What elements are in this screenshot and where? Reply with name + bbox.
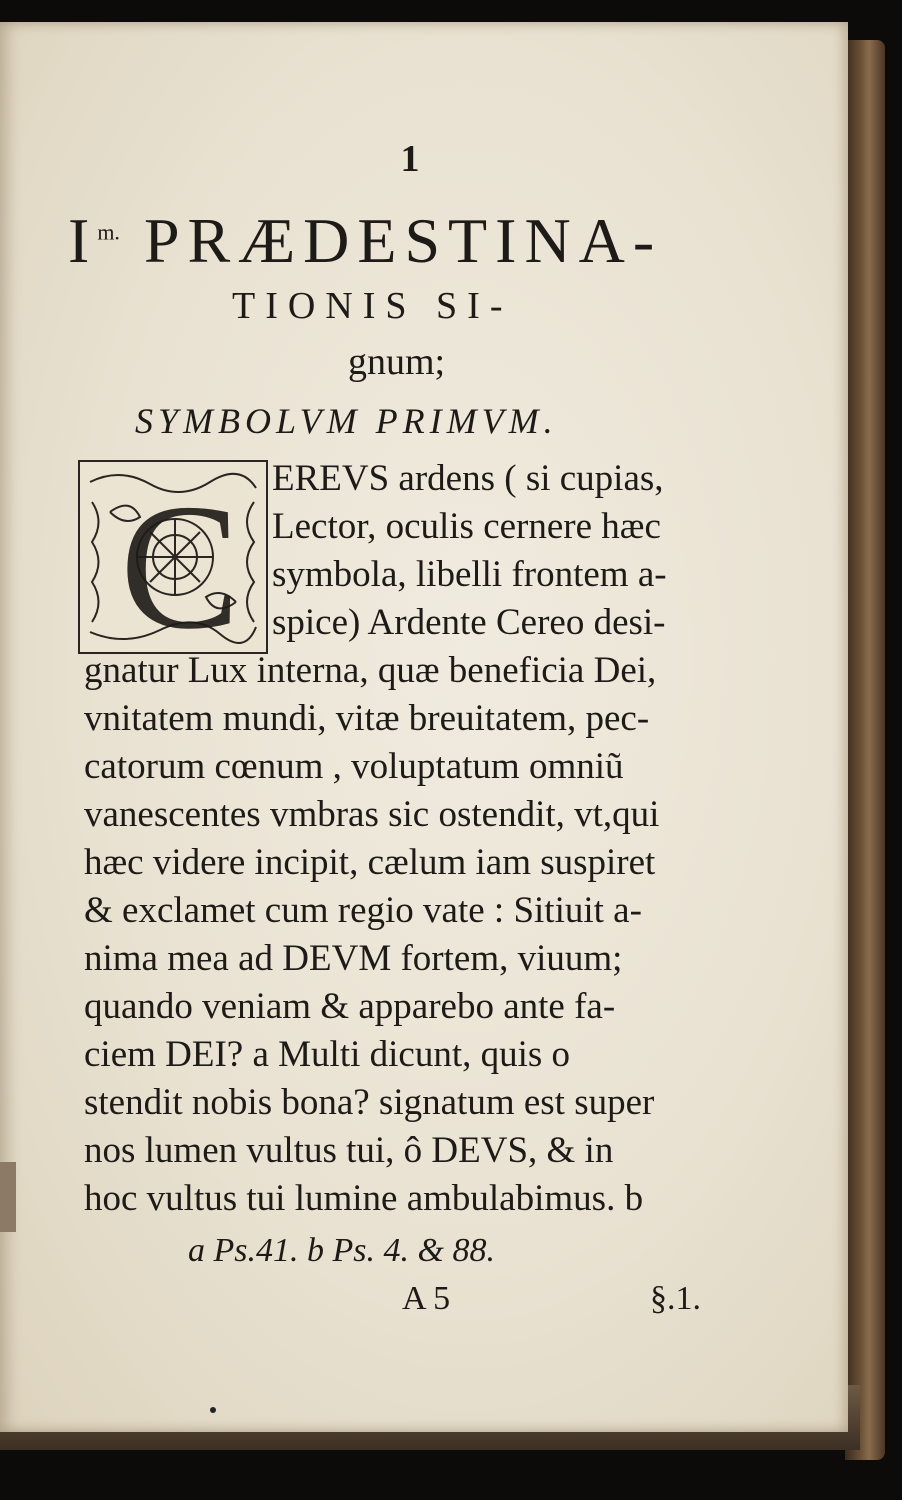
body-line: & exclamet cum regio vate : Sitiuit a- <box>84 890 642 931</box>
body-line: spice) Ardente Cereo desi- <box>272 602 666 643</box>
body-line: vanescentes vmbras sic ostendit, vt,qui <box>84 794 660 835</box>
body-line: catorum cœnum , voluptatum omniũ <box>84 746 624 787</box>
body-line: nima mea ad DEVM fortem, viuum; <box>84 938 623 979</box>
body-line: gnatur Lux interna, quæ beneficia Dei, <box>84 650 657 691</box>
title-line-3: gnum; <box>348 341 446 383</box>
body-line: hæc videre incipit, cælum iam suspiret <box>84 842 656 883</box>
page-number: 1 <box>400 138 420 180</box>
book-spine-edge <box>845 40 885 1460</box>
symbol-heading: SYMBOLVM PRIMVM. <box>135 401 558 441</box>
body-line: EREVS ardens ( si cupias, <box>272 458 664 499</box>
body-line: ciem DEI? a Multi dicunt, quis o <box>84 1034 571 1075</box>
body-line: vnitatem mundi, vitæ breuitatem, pec- <box>84 698 650 739</box>
decorated-initial <box>78 460 268 654</box>
ink-speck <box>210 1407 216 1413</box>
body-line: nos lumen vultus tui, ô DEVS, & in <box>84 1130 614 1171</box>
body-line: quando veniam & apparebo ante fa- <box>84 986 616 1027</box>
catchword: §.1. <box>650 1280 701 1317</box>
body-line: stendit nobis bona? signatum est super <box>84 1082 655 1123</box>
body-line: symbola, libelli frontem a- <box>272 554 667 595</box>
dropcap-letter: C <box>120 467 241 652</box>
book-page <box>0 22 848 1432</box>
title-line-2: TIONIS SI- <box>232 285 513 327</box>
footnote-references: a Ps.41. b Ps. 4. & 88. <box>188 1232 495 1269</box>
title-ordinal: I <box>68 205 98 276</box>
body-line: Lector, oculis cernere hæc <box>272 506 661 547</box>
title-ordinal-sup: m. <box>97 219 120 245</box>
title-line-1 <box>68 204 662 278</box>
ornament-icon <box>80 462 266 652</box>
page-margin-mark <box>0 1162 16 1232</box>
title-main: PRÆDESTINA- <box>143 205 663 276</box>
signature-mark: A 5 <box>402 1280 451 1317</box>
body-line: hoc vultus tui lumine ambulabimus. b <box>84 1178 644 1219</box>
